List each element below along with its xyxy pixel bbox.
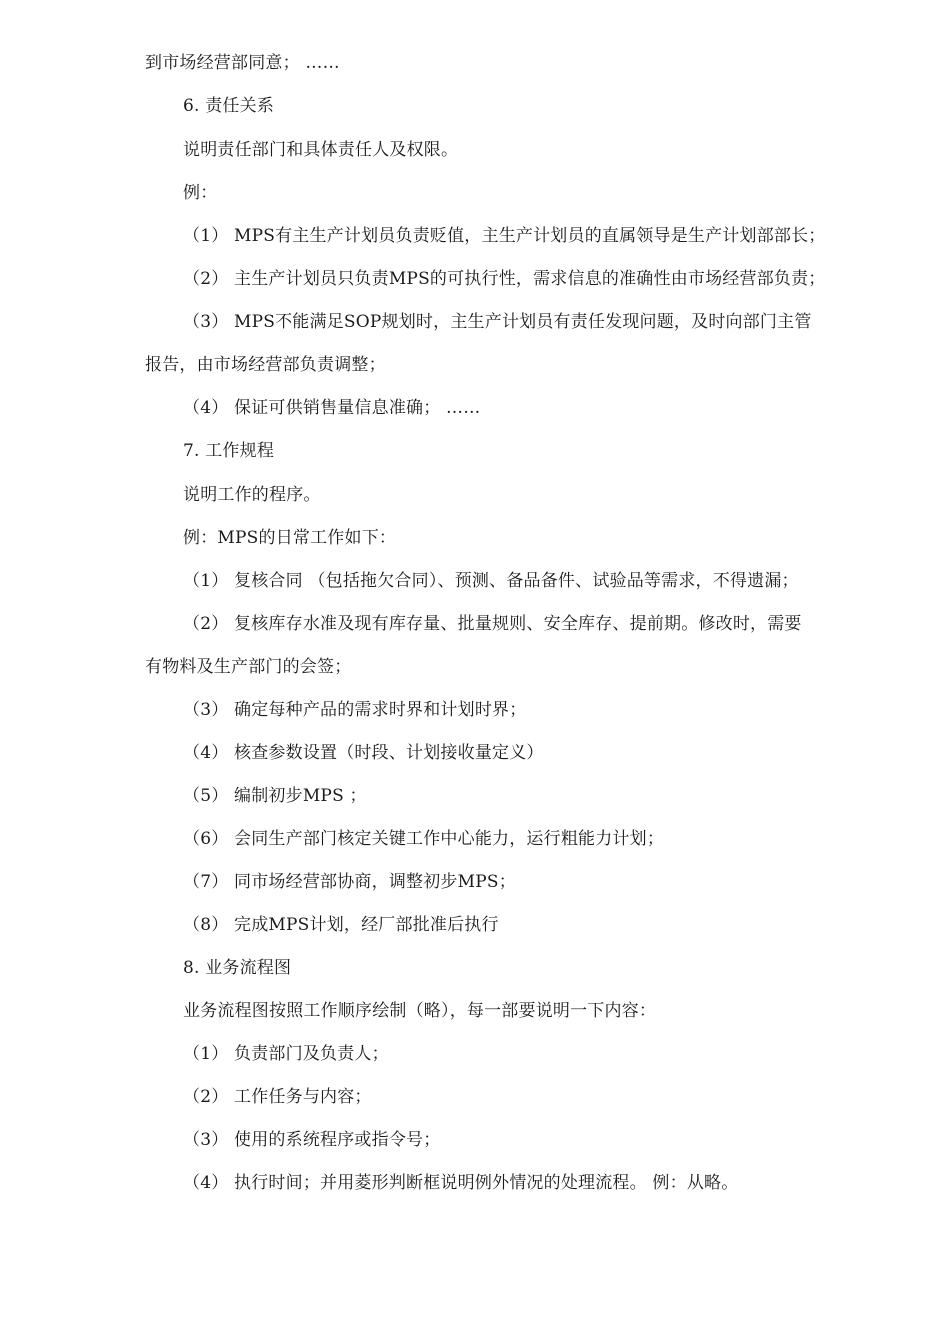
list-item: （2） 主生产计划员只负责MPS的可执行性，需求信息的准确性由市场经营部负责； xyxy=(183,269,826,289)
list-item: （3） 确定每种产品的需求时界和计划时界； xyxy=(183,700,527,720)
list-item: （5） 编制初步MPS ； xyxy=(183,786,367,806)
list-item: （4） 核查参数设置（时段、计划接收量定义） xyxy=(183,743,544,763)
list-item: （1） MPS有主生产计划员负责贬值，主生产计划员的直属领导是生产计划部部长； xyxy=(183,226,826,246)
section-heading: 6. 责任关系 xyxy=(183,96,275,116)
text-line: 业务流程图按照工作顺序绘制（略），每一部要说明一下内容： xyxy=(183,1001,657,1021)
list-item: （6） 会同生产部门核定关键工作中心能力，运行粗能力计划； xyxy=(183,829,665,849)
text-line: 报告，由市场经营部负责调整； xyxy=(145,355,386,375)
list-item: （2） 工作任务与内容； xyxy=(183,1087,372,1107)
text-line: 说明责任部门和具体责任人及权限。 xyxy=(183,140,459,160)
list-item: （1） 复核合同 （包括拖欠合同）、预测、备品备件、试验品等需求，不得遗漏； xyxy=(183,571,799,591)
list-item: （7） 同市场经营部协商，调整初步MPS； xyxy=(183,872,516,892)
text-line: 有物料及生产部门的会签； xyxy=(145,657,352,677)
list-item: （4） 执行时间；并用菱形判断框说明例外情况的处理流程。 例：从略。 xyxy=(183,1173,739,1193)
section-heading: 7. 工作规程 xyxy=(183,441,275,461)
list-item: （3） 使用的系统程序或指令号； xyxy=(183,1130,441,1150)
list-item: （8） 完成MPS计划，经厂部批准后执行 xyxy=(183,915,499,935)
text-line: 到市场经营部同意； …… xyxy=(145,53,340,73)
text-line: 例：MPS的日常工作如下： xyxy=(183,528,397,548)
text-line: 例： xyxy=(183,183,218,203)
section-heading: 8. 业务流程图 xyxy=(183,958,292,978)
list-item: （4） 保证可供销售量信息准确； …… xyxy=(183,398,481,418)
list-item: （3） MPS不能满足SOP规划时，主生产计划员有责任发现问题，及时向部门主管 xyxy=(183,312,812,332)
list-item: （1） 负责部门及负责人； xyxy=(183,1044,389,1064)
list-item: （2） 复核库存水准及现有库存量、批量规则、安全库存、提前期。修改时，需要 xyxy=(183,614,802,634)
text-line: 说明工作的程序。 xyxy=(183,485,321,505)
